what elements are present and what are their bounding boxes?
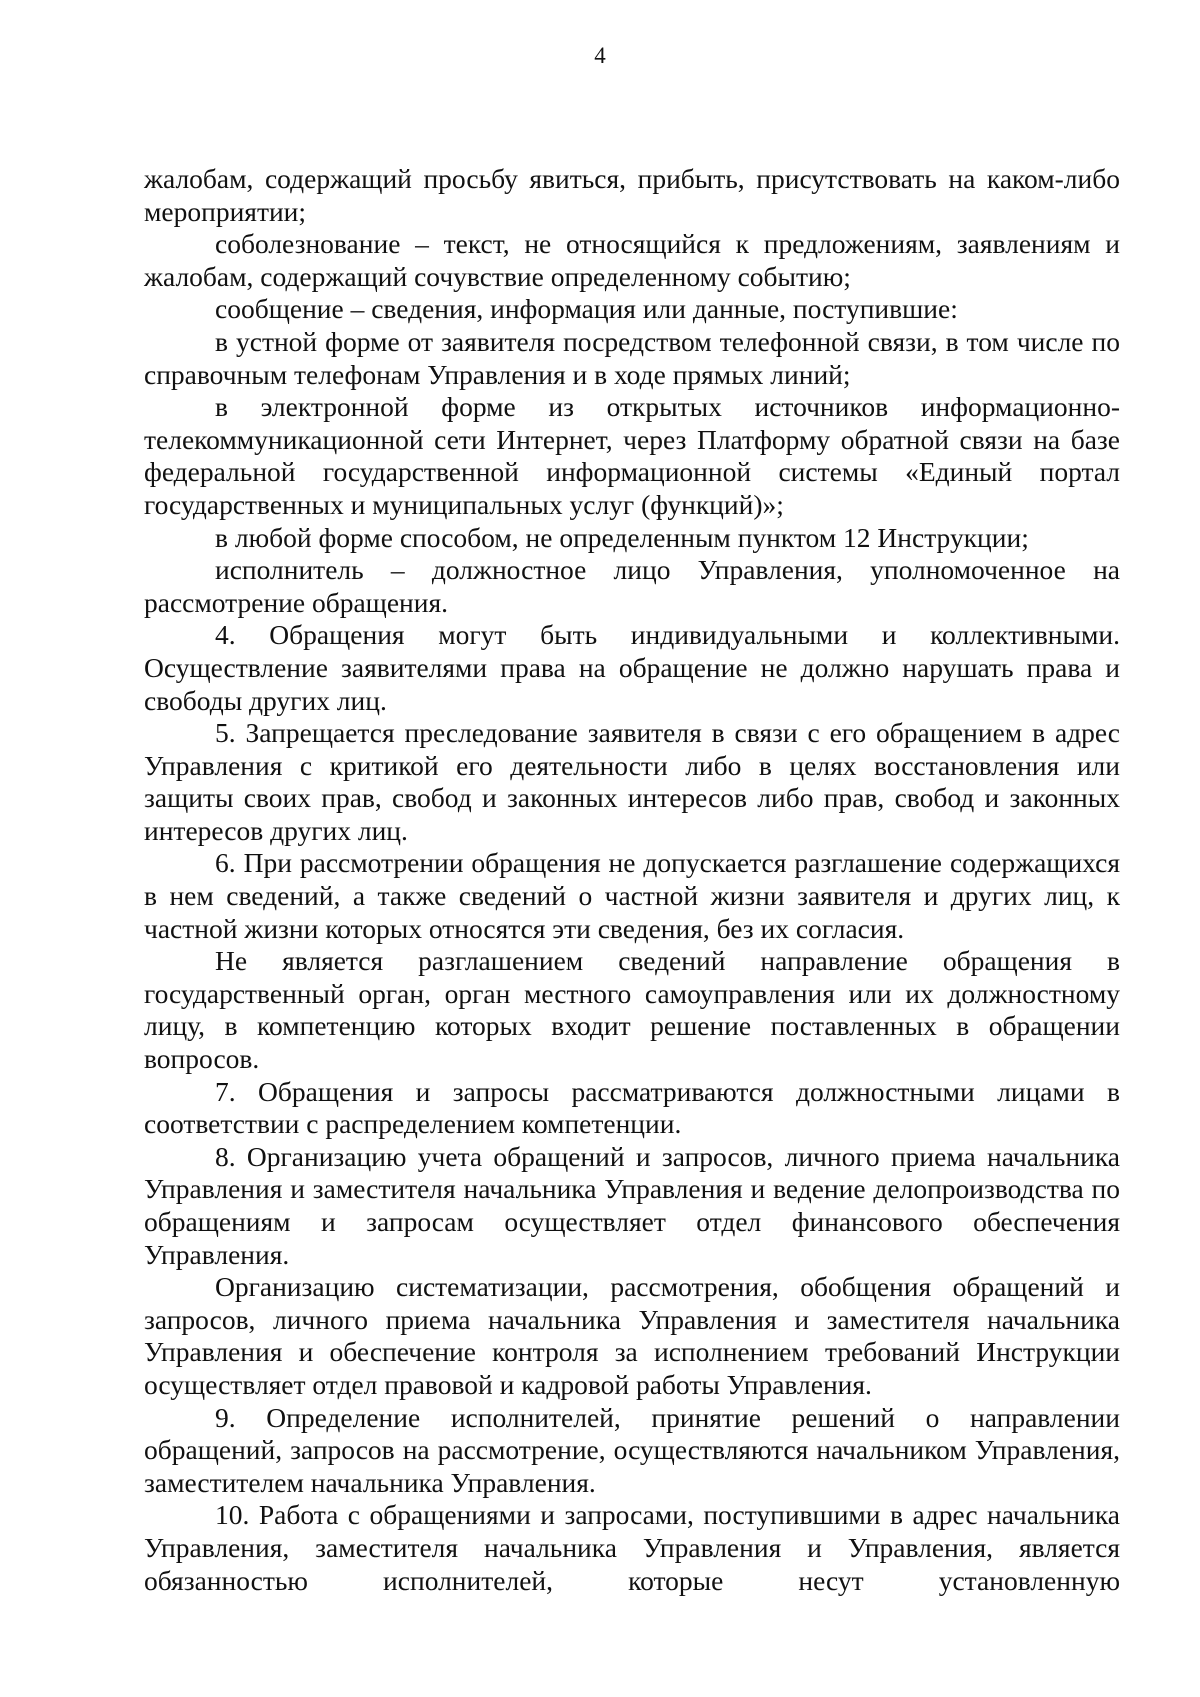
paragraph-oral-form: в устной форме от заявителя посредством телефонной связи, в том числе по справочным телефонам Управления и в ходе прямых линий; (144, 325, 1120, 390)
paragraph-item-8: 8. Организацию учета обращений и запросов, личного приема начальника Управления и заместителя начальника Управления и ведение делопроизводства по обращениям и запросам осуществляет отдел финансового обеспечения Управления. (144, 1140, 1120, 1270)
paragraph-any-form: в любой форме способом, не определенным пунктом 12 Инструкции; (215, 521, 1029, 553)
page-number: 4 (594, 43, 606, 68)
paragraph-electronic-form: в электронной форме из открытых источников информационно-телекоммуникационной сети Интернет, через Платформу обратной связи на базе федеральной государственной информационной системы «Единый портал государственных и муниципальных услуг (функций)»; (144, 391, 1120, 520)
paragraph-item-4: 4. Обращения могут быть индивидуальными и коллективными. Осуществление заявителями права на обращение не должно нарушать права и свободы других лиц. (144, 619, 1120, 716)
paragraph-item-10: 10. Работа с обращениями и запросами, поступившими в адрес начальника Управления, заместителя начальника Управления и Управления, является обязанностью исполнителей, которые несут установленную (144, 1499, 1120, 1596)
paragraph-item-9: 9. Определение исполнителей, принятие решений о направлении обращений, запросов на рассмотрение, осуществляются начальником Управления, заместителем начальника Управления. (144, 1401, 1120, 1498)
document-body (144, 163, 1120, 1597)
paragraph-item-6-continued: Не является разглашением сведений направление обращения в государственный орган, орган местного самоуправления или их должностному лицу, в компетенцию которых входит решение поставленных в обращении вопросов. (144, 945, 1120, 1075)
paragraph-definition-condolence: соболезнование – текст, не относящийся к предложениям, заявлениям и жалобам, содержащий сочувствие определенному событию; (144, 228, 1120, 292)
paragraph-item-8-continued: Организацию систематизации, рассмотрения, обобщения обращений и запросов, личного приема начальника Управления и заместителя начальника Управления и обеспечение контроля за исполнением требований Инструкции осуществляет отдел правовой и кадровой работы Управления. (144, 1271, 1120, 1400)
paragraph-definition-message: сообщение – сведения, информация или данные, поступившие: (215, 293, 958, 325)
paragraph-definition-executor: исполнитель – должностное лицо Управления, уполномоченное на рассмотрение обращения. (144, 554, 1120, 618)
paragraph-item-5: 5. Запрещается преследование заявителя в связи с его обращением в адрес Управления с критикой его деятельности либо в целях восстановления или защиты своих прав, свобод и законных интересов либо прав, свобод и законных интересов других лиц. (144, 717, 1120, 846)
paragraph-item-6: 6. При рассмотрении обращения не допускается разглашение содержащихся в нем сведений, а также сведений о частной жизни заявителя и других лиц, к частной жизни которых относятся эти сведения, без их согласия. (144, 847, 1120, 944)
paragraph-item-7: 7. Обращения и запросы рассматриваются должностными лицами в соответствии с распределением компетенции. (144, 1075, 1120, 1140)
paragraph-continuation: жалобам, содержащий просьбу явиться, прибыть, присутствовать на каком-либо мероприятии; (144, 163, 1120, 227)
